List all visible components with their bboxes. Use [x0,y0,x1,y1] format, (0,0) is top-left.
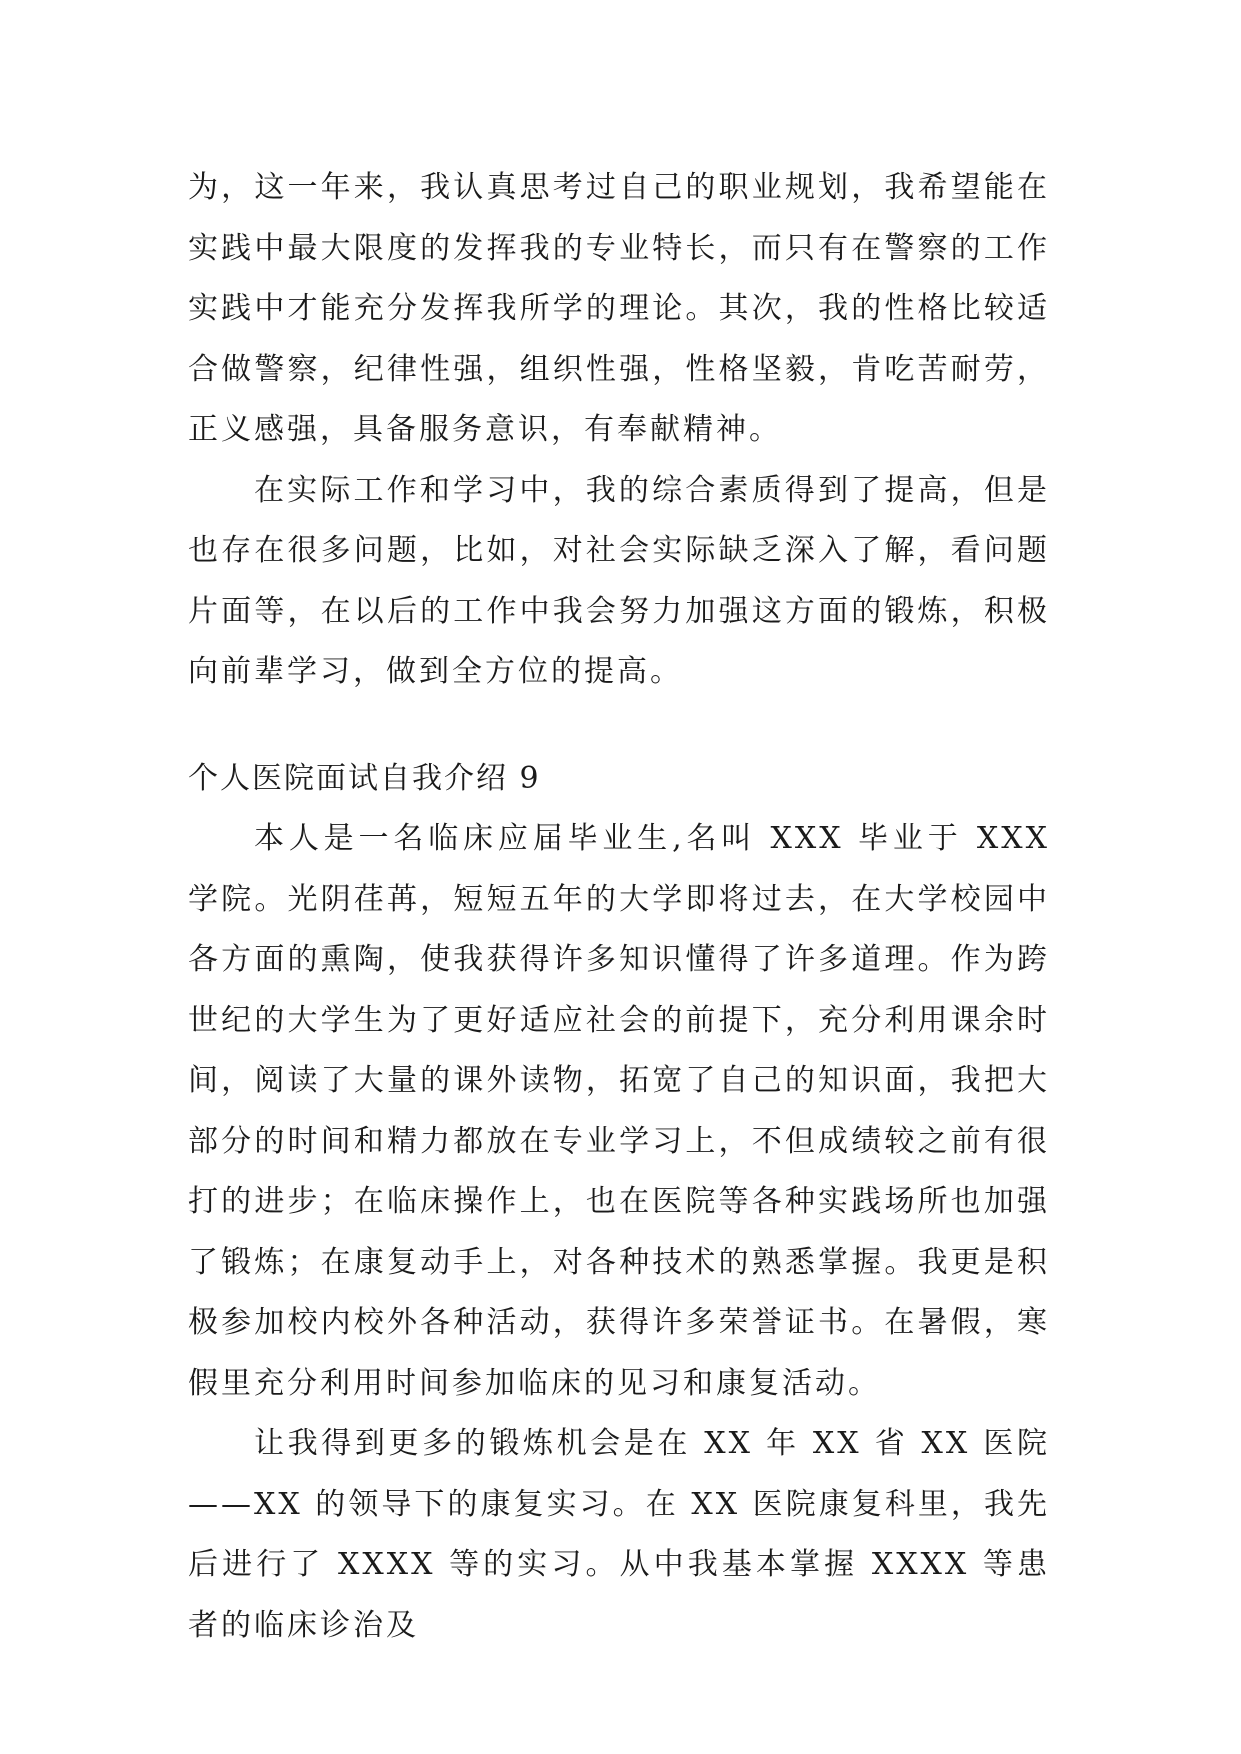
paragraph-career-plan: 为，这一年来，我认真思考过自己的职业规划，我希望能在实践中最大限度的发挥我的专业特长，而只有在警察的工作实践中才能充分发挥我所学的理论。其次，我的性格比较适合做警察，纪律性强，组织性强，性格坚毅，肯吃苦耐劳，正义感强，具备服务意识，有奉献精神。 [188,170,1050,447]
section-title: 个人医院面试自我介绍 9 [188,760,541,796]
paragraph-intro: 本人是一名临床应届毕业生,名叫 XXX 毕业于 XXX 学院。光阴荏苒，短短五年的大学即将过去，在大学校园中各方面的熏陶，使我获得许多知识懂得了许多道理。作为跨世纪的大学生为了更好适应社会的前提下，充分利用课余时间，阅读了大量的课外读物，拓宽了自己的知识面，我把大部分的时间和精力都放在专业学习上，不但成绩较之前有很打的进步；在临床操作上，也在医院等各种实践场所也加强了锻炼；在康复动手上，对各种技术的熟悉掌握。我更是积极参加校内校外各种活动，获得许多荣誉证书。在暑假，寒假里充分利用时间参加临床的见习和康复活动。 [188,821,1050,1401]
paragraph-self-improvement: 在实际工作和学习中，我的综合素质得到了提高，但是也存在很多问题，比如，对社会实际缺乏深入了解，看问题片面等，在以后的工作中我会努力加强这方面的锻炼，积极向前辈学习，做到全方位的提高。 [188,472,1050,689]
paragraph-internship: 让我得到更多的锻炼机会是在 XX 年 XX 省 XX 医院——XX 的领导下的康复实习。在 XX 医院康复科里，我先后进行了 XXXX 等的实习。从中我基本掌握 XXXX 等患者的临床诊治及 [188,1426,1050,1643]
document-page [188,158,1050,1656]
